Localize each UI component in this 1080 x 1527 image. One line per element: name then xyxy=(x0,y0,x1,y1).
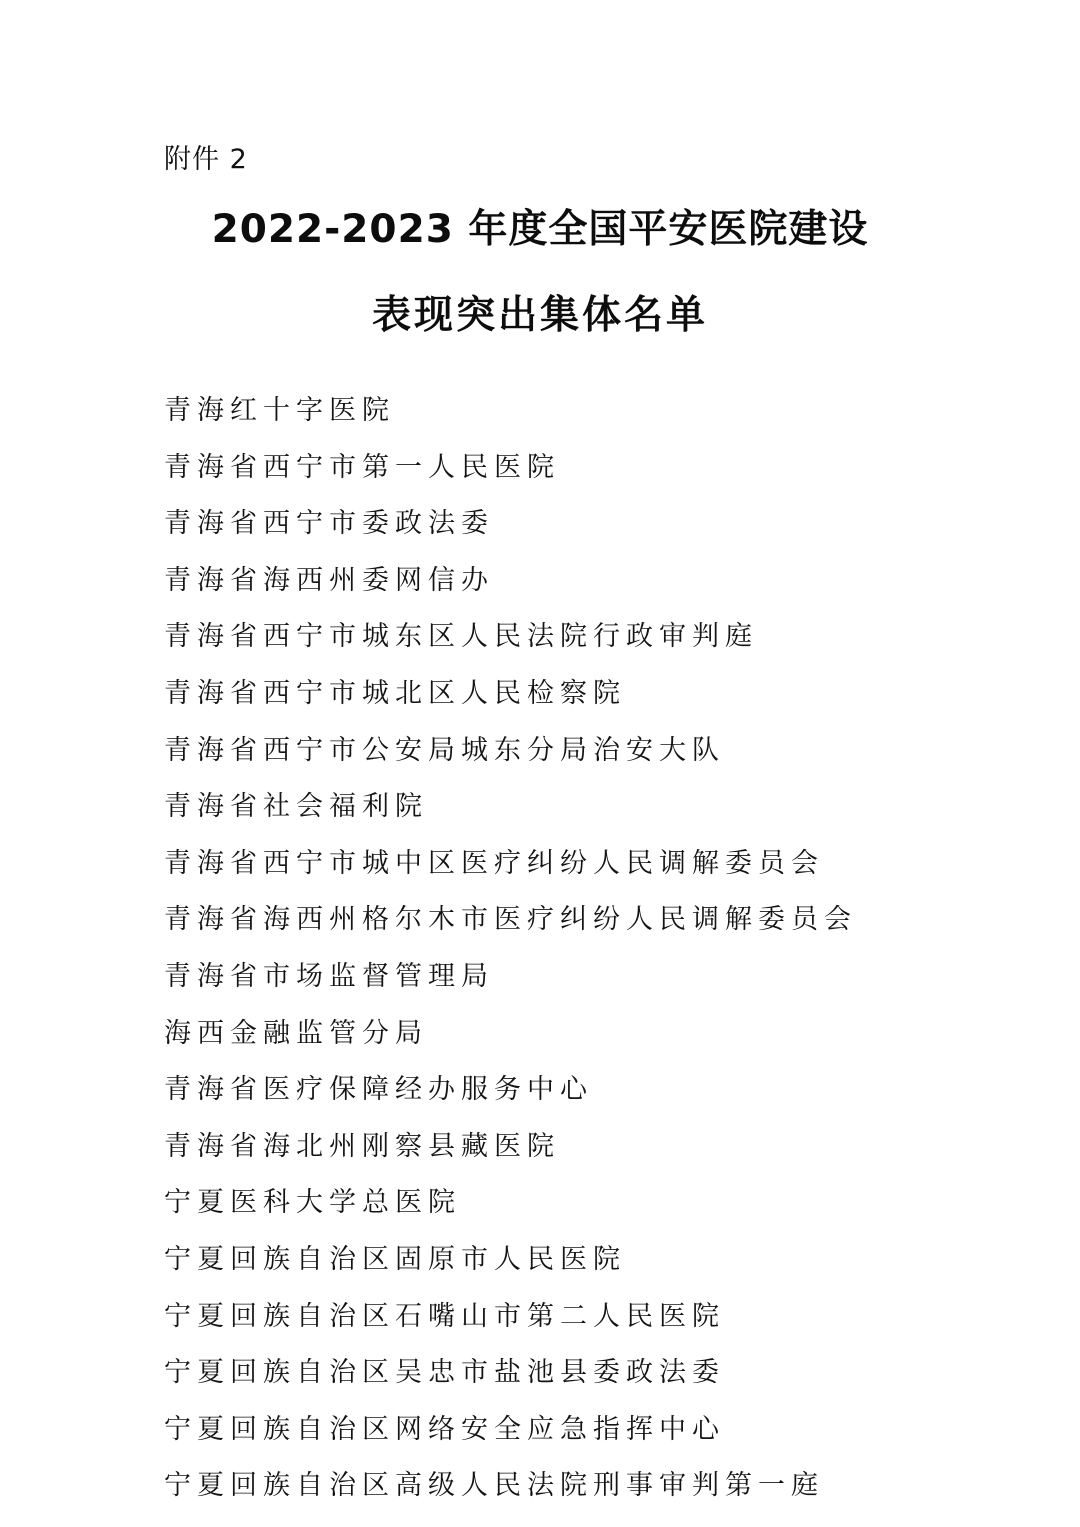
list-item: 青海省市场监督管理局 xyxy=(164,960,494,992)
list-item: 宁夏回族自治区高级人民法院刑事审判第一庭 xyxy=(164,1470,824,1502)
list-item: 青海省海西州委网信办 xyxy=(164,564,494,596)
document-title-line-1: 2022-2023 年度全国平安医院建设 xyxy=(211,207,869,252)
list-item: 宁夏回族自治区吴忠市盐池县委政法委 xyxy=(164,1357,725,1389)
list-item: 宁夏回族自治区石嘴山市第二人民医院 xyxy=(164,1300,725,1332)
list-item: 青海省海西州格尔木市医疗纠纷人民调解委员会 xyxy=(164,904,857,936)
list-item: 青海省西宁市城东区人民法院行政审判庭 xyxy=(164,621,758,653)
list-item: 青海省社会福利院 xyxy=(164,791,428,823)
list-item: 青海省西宁市委政法委 xyxy=(164,508,494,540)
list-item: 青海省西宁市公安局城东分局治安大队 xyxy=(164,734,725,766)
document-title-line-2: 表现突出集体名单 xyxy=(371,293,708,338)
list-item: 青海省西宁市城中区医疗纠纷人民调解委员会 xyxy=(164,847,824,879)
collective-list xyxy=(164,383,857,1515)
list-item: 宁夏回族自治区固原市人民医院 xyxy=(164,1243,626,1275)
list-item: 青海省西宁市城北区人民检察院 xyxy=(164,677,626,709)
list-item: 青海红十字医院 xyxy=(164,395,395,426)
list-item: 海西金融监管分局 xyxy=(164,1017,428,1049)
list-item: 宁夏医科大学总医院 xyxy=(164,1187,461,1219)
list-item: 青海省海北州刚察县藏医院 xyxy=(164,1130,560,1162)
list-item: 青海省医疗保障经办服务中心 xyxy=(164,1074,593,1106)
attachment-label: 附件 2 xyxy=(164,144,248,175)
list-item: 青海省西宁市第一人民医院 xyxy=(164,451,560,483)
list-item: 宁夏回族自治区网络安全应急指挥中心 xyxy=(164,1413,725,1445)
